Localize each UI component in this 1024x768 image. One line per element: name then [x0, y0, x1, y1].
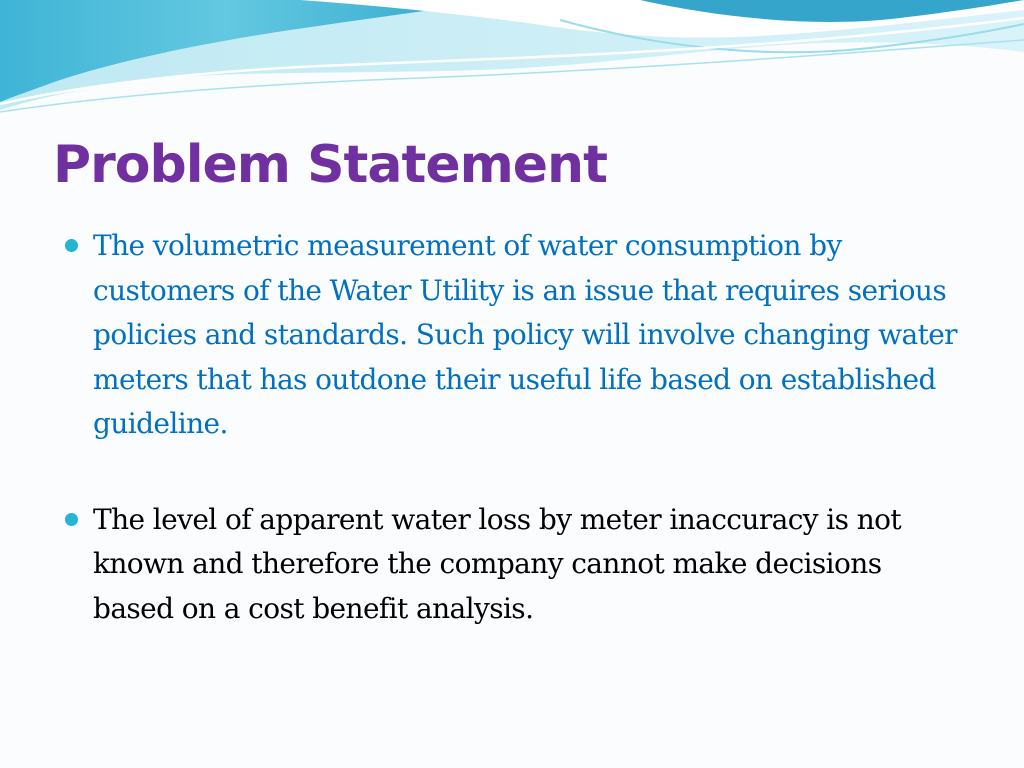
- bullet-icon: [65, 513, 78, 526]
- bullet-list: [64, 224, 969, 631]
- bullet-text: The volumetric measurement of water consumption by customers of the Water Utility is an issue that requires serious policies and standards. Such policy will involve changing water meters that has outdone their useful life based on established guideline.: [93, 229, 957, 440]
- bullet-item: [64, 498, 969, 632]
- slide-title: Problem Statement: [53, 135, 607, 195]
- bullet-text: The level of apparent water loss by meter inaccuracy is not known and therefore the company cannot make decisions based on a cost benefit analysis.: [93, 502, 902, 625]
- bullet-icon: [65, 239, 78, 252]
- wave-header-decoration: [0, 0, 1024, 130]
- bullet-item: [64, 224, 969, 447]
